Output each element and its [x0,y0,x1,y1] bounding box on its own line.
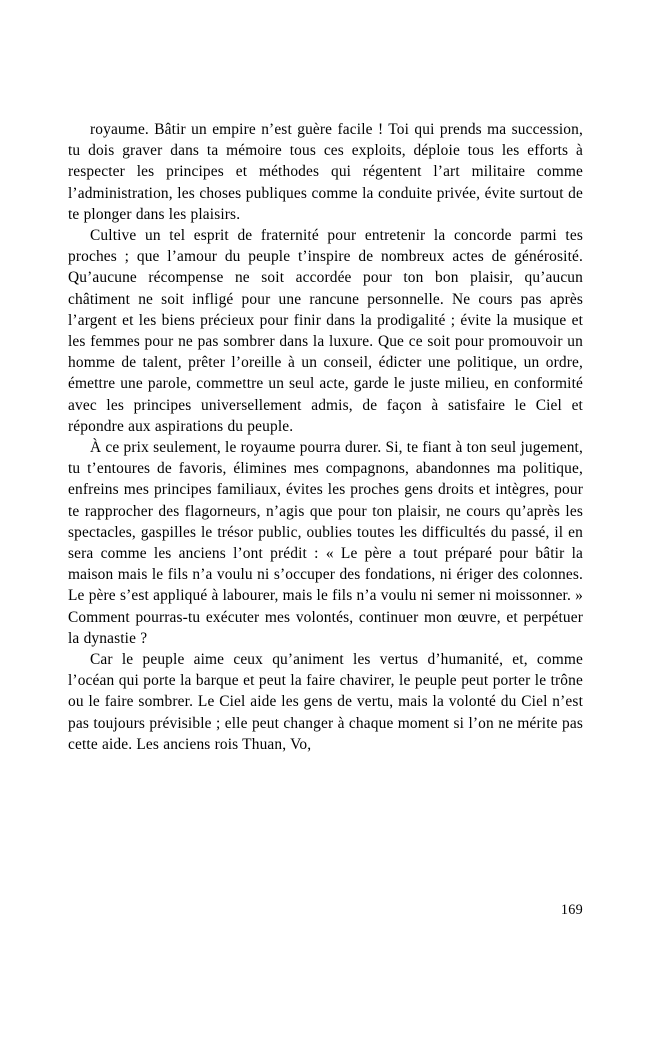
body-paragraph-1: royaume. Bâtir un empire n’est guère facile ! Toi qui prends ma succession, tu dois graver dans ta mémoire tous ces exploits, déploie tous les efforts à respecter les principes et méthodes qui régentent l’art militaire comme l’administration, les choses publiques comme la conduite privée, évite surtout de te plonger dans les plaisirs. [68,121,583,223]
body-paragraph-2: Cultive un tel esprit de fraternité pour entretenir la concorde parmi tes proches ; que l’amour du peuple t’inspire de nombreux actes de générosité. Qu’aucune récompense ne soit accordée pour ton bon plaisir, qu’aucun châtiment ne soit infligé pour une rancune personnelle. Ne cours pas après l’argent et les biens précieux pour finir dans la prodigalité ; évite la musique et les femmes pour ne pas sombrer dans la luxure. Que ce soit pour promouvoir un homme de talent, prêter l’oreille à un conseil, édicter une politique, un ordre, émettre une parole, commettre un seul acte, garde le juste milieu, en conformité avec les principes universellement admis, de façon à satisfaire le Ciel et répondre aux aspirations du peuple. [68,227,583,435]
page-text-block [68,119,583,755]
body-paragraph-3: À ce prix seulement, le royaume pourra durer. Si, te fiant à ton seul jugement, tu t’entoures de favoris, élimines mes compagnons, abandonnes ma politique, enfreins mes principes familiaux, évites les proches gens droits et intègres, pour te rapprocher des flagorneurs, n’agis que pour ton plaisir, ne cours qu’après les spectacles, gaspilles le trésor public, oublies toutes les difficultés du passé, il en sera comme les anciens l’ont prédit : « Le père a tout préparé pour bâtir la maison mais le fils n’a voulu ni s’occuper des fondations, ni ériger des colonnes. Le père s’est appliqué à labourer, mais le fils n’a voulu ni semer ni moissonner. » Comment pourras-tu exécuter mes volontés, continuer mon œuvre, et perpétuer la dynastie ? [68,439,583,647]
page-number: 169 [560,902,583,918]
body-paragraph-4: Car le peuple aime ceux qu’animent les vertus d’humanité, et, comme l’océan qui porte la barque et peut la faire chavirer, le peuple peut porter le trône ou le faire sombrer. Le Ciel aide les gens de vertu, mais la volonté du Ciel n’est pas toujours prévisible ; elle peut changer à chaque moment si l’on ne mérite pas cette aide. Les anciens rois Thuan, Vo, [68,651,583,753]
